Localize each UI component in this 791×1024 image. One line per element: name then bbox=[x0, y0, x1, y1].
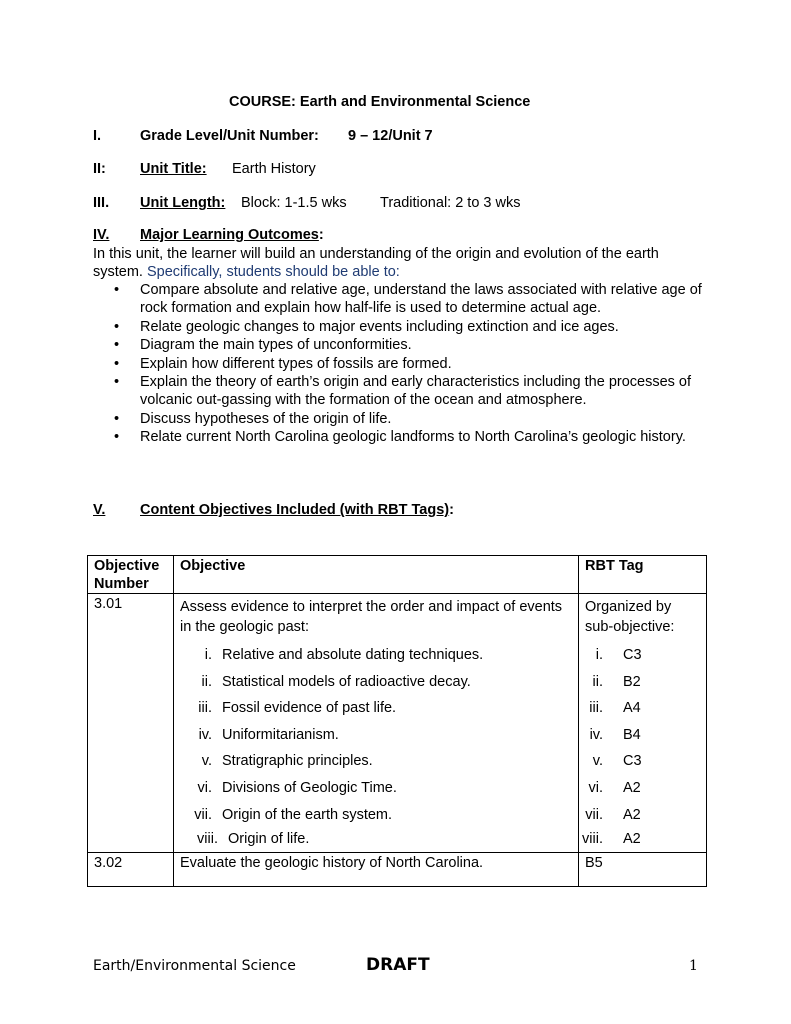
section-5-number: V. bbox=[93, 502, 106, 518]
footer-draft: DRAFT bbox=[366, 955, 430, 975]
unit-length-block: Block: 1-1.5 wks bbox=[241, 195, 347, 211]
rbt-tag: A4 bbox=[623, 700, 641, 717]
objective-cell bbox=[174, 853, 579, 887]
outcome-item: • Discuss hypotheses of the origin of life. bbox=[93, 410, 713, 428]
rbt-tag: C3 bbox=[623, 647, 642, 663]
objective-text: Assess evidence to interpret the order and impact of events in the geologic past: bbox=[180, 599, 563, 635]
objective-text: Evaluate the geologic history of North Carolina. bbox=[180, 855, 484, 871]
objective-number: 3.01 bbox=[94, 596, 123, 612]
objectives-table bbox=[87, 555, 707, 887]
sub-objective-text: Stratigraphic principles. bbox=[222, 753, 373, 770]
sub-objective-text: Relative and absolute dating techniques. bbox=[222, 647, 484, 663]
footer-course: Earth/Environmental Science bbox=[93, 958, 296, 974]
rbt-tag-list bbox=[579, 642, 706, 850]
rbt-tag-num: iii. bbox=[589, 700, 603, 717]
objective-cell bbox=[174, 594, 579, 853]
outcomes-intro-blue: Specifically, students should be able to: bbox=[146, 264, 400, 280]
rbt-note: Organized by sub-objective: bbox=[585, 599, 675, 635]
rbt-cell bbox=[579, 594, 707, 853]
sub-objective bbox=[174, 828, 578, 850]
rbt-tag-num: iv. bbox=[589, 726, 603, 743]
unit-title-value: Earth History bbox=[232, 161, 316, 177]
outcome-item: • Explain how different types of fossils are formed. bbox=[93, 355, 713, 373]
objective-number-cell bbox=[88, 853, 174, 887]
sub-objective-list bbox=[174, 642, 578, 850]
sub-objective bbox=[174, 748, 578, 775]
sub-objective-num: ii. bbox=[201, 673, 212, 690]
header-objective-number bbox=[88, 556, 174, 594]
outcomes-intro-text: In this unit, the learner will build an understanding of the origin and evolution of the earth system. bbox=[93, 246, 659, 280]
rbt-cell bbox=[579, 853, 707, 887]
rbt-tag-row bbox=[579, 642, 706, 669]
header-objective-number-text: Objective Number bbox=[94, 558, 160, 592]
sub-objective bbox=[174, 802, 578, 829]
sub-objective bbox=[174, 669, 578, 696]
outcomes-list bbox=[93, 281, 713, 447]
sub-objective bbox=[174, 775, 578, 802]
rbt-tag-num: ii. bbox=[592, 673, 603, 690]
objective-number: 3.02 bbox=[94, 855, 123, 871]
sub-objective-num: v. bbox=[201, 753, 212, 770]
outcome-item: • Relate geologic changes to major events including extinction and ice ages. bbox=[93, 318, 713, 336]
content-label: Content Objectives Included (with RBT Tags) bbox=[140, 502, 450, 518]
sub-objective-num: vi. bbox=[197, 779, 212, 796]
rbt-tag-num: i. bbox=[595, 647, 603, 663]
page-number: 1 bbox=[689, 958, 698, 974]
sub-objective bbox=[174, 642, 578, 669]
rbt-tag-row bbox=[579, 802, 706, 829]
sub-objective-num: vii. bbox=[194, 806, 212, 823]
section-3-number: III. bbox=[93, 195, 110, 211]
section-1-number: I. bbox=[93, 128, 102, 144]
sub-objective-text: Origin of life. bbox=[228, 831, 310, 848]
unit-length-label: Unit Length: bbox=[140, 195, 226, 211]
sub-objective-num: i. bbox=[204, 647, 212, 663]
table-row bbox=[88, 594, 707, 853]
outcome-item: • Explain the theory of earth’s origin and early characteristics including the processes of volcanic out-gassing with the formation of the ocean and atmosphere. bbox=[93, 373, 713, 410]
objective-number-cell bbox=[88, 594, 174, 853]
rbt-tag-row bbox=[579, 722, 706, 749]
outcome-item: • Compare absolute and relative age, understand the laws associated with relative age of rock formation and explain how half-life is used to determine actual age. bbox=[93, 281, 713, 318]
outcomes-label: Major Learning Outcomes bbox=[140, 227, 319, 243]
rbt-tag-row bbox=[579, 748, 706, 775]
header-objective-text: Objective bbox=[180, 558, 246, 574]
rbt-tag: A2 bbox=[623, 831, 641, 848]
outcomes-intro bbox=[93, 245, 693, 281]
rbt-tag-num: vi. bbox=[588, 779, 603, 796]
rbt-tag: B2 bbox=[623, 673, 641, 690]
sub-objective-num: iii. bbox=[198, 700, 212, 717]
outcomes-heading bbox=[140, 227, 324, 243]
sub-objective-text: Fossil evidence of past life. bbox=[222, 700, 397, 717]
header-rbt-tag-text: RBT Tag bbox=[585, 558, 644, 574]
sub-objective bbox=[174, 695, 578, 722]
rbt-tag-num: viii. bbox=[582, 831, 603, 848]
table-row bbox=[88, 853, 707, 887]
rbt-tag-row bbox=[579, 775, 706, 802]
rbt-tag: A2 bbox=[623, 806, 641, 823]
unit-title-label: Unit Title: bbox=[140, 161, 207, 177]
sub-objective-text: Uniformitarianism. bbox=[222, 726, 339, 743]
sub-objective bbox=[174, 722, 578, 749]
outcomes-colon: : bbox=[318, 227, 324, 243]
section-2-number: II: bbox=[93, 161, 106, 177]
header-objective bbox=[174, 556, 579, 594]
grade-value: 9 – 12/Unit 7 bbox=[348, 128, 433, 144]
sub-objective-text: Origin of the earth system. bbox=[222, 806, 393, 823]
grade-label: Grade Level/Unit Number: bbox=[140, 128, 319, 144]
rbt-tag: B4 bbox=[623, 726, 641, 743]
table-header-row bbox=[88, 556, 707, 594]
content-colon: : bbox=[449, 502, 454, 518]
header-rbt-tag bbox=[579, 556, 707, 594]
sub-objective-text: Divisions of Geologic Time. bbox=[222, 779, 397, 796]
rbt-tag-num: vii. bbox=[585, 806, 603, 823]
rbt-tag: C3 bbox=[623, 753, 642, 770]
rbt-tag-row bbox=[579, 695, 706, 722]
sub-objective-num: iv. bbox=[198, 726, 212, 743]
rbt-tag: B5 bbox=[585, 855, 603, 871]
sub-objective-num: viii. bbox=[197, 831, 218, 848]
section-4-number: IV. bbox=[93, 227, 110, 243]
unit-length-traditional: Traditional: 2 to 3 wks bbox=[380, 195, 521, 211]
rbt-tag-row bbox=[579, 669, 706, 696]
rbt-tag: A2 bbox=[623, 779, 641, 796]
content-heading bbox=[140, 502, 454, 518]
outcome-item: • Diagram the main types of unconformities. bbox=[93, 336, 713, 354]
rbt-tag-row bbox=[579, 828, 706, 850]
outcome-item: • Relate current North Carolina geologic landforms to North Carolina’s geologic history. bbox=[93, 428, 713, 446]
course-title: COURSE: Earth and Environmental Science bbox=[229, 94, 531, 110]
sub-objective-text: Statistical models of radioactive decay. bbox=[222, 673, 471, 690]
rbt-tag-num: v. bbox=[592, 753, 603, 770]
